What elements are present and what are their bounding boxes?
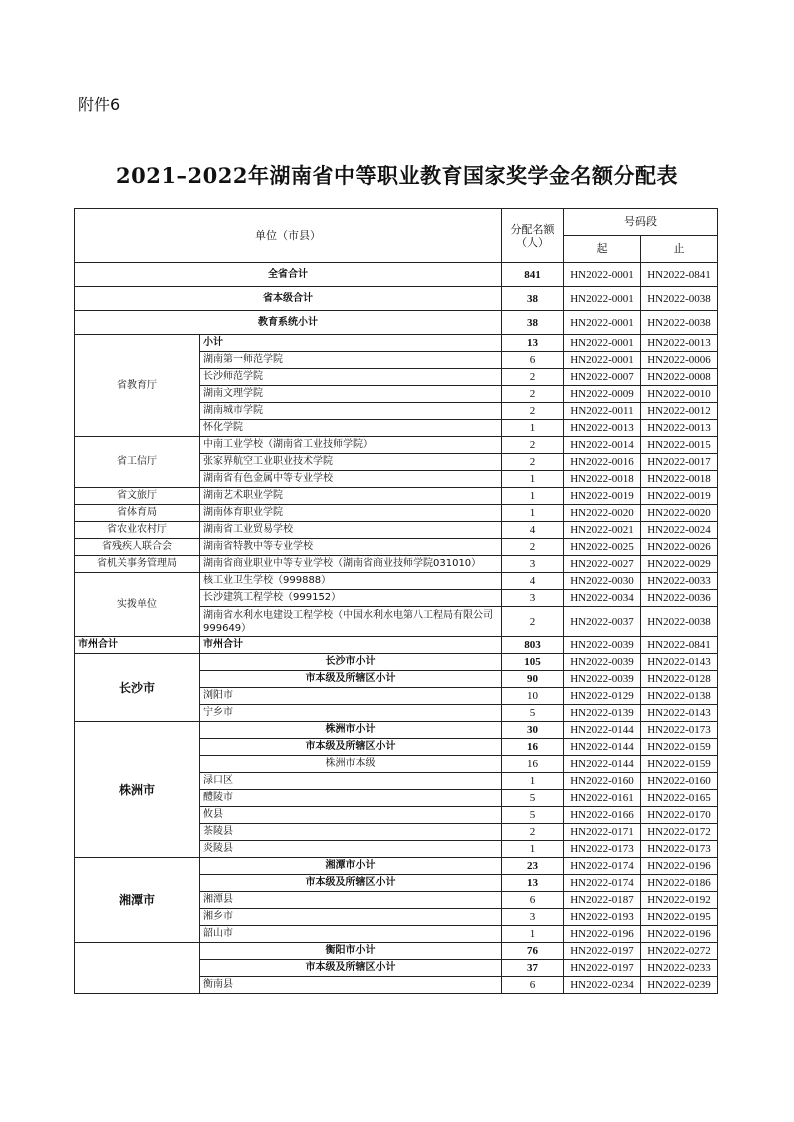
range-start-cell: HN2022-0009 <box>564 386 641 403</box>
range-end-cell: HN2022-0013 <box>641 335 718 352</box>
quota-cell: 2 <box>502 386 564 403</box>
city-total-left: 市州合计 <box>75 637 200 654</box>
range-start-cell: HN2022-0001 <box>564 263 641 287</box>
range-start-cell: HN2022-0196 <box>564 926 641 943</box>
county-name: 宁乡市 <box>200 705 502 722</box>
county-name: 市本级及所辖区小计 <box>200 875 502 892</box>
quota-cell: 803 <box>502 637 564 654</box>
range-end-cell: HN2022-0173 <box>641 722 718 739</box>
range-end-cell: HN2022-0128 <box>641 671 718 688</box>
county-name: 渌口区 <box>200 773 502 790</box>
school-name: 小计 <box>200 335 502 352</box>
range-start-cell: HN2022-0193 <box>564 909 641 926</box>
header-row <box>75 209 718 236</box>
county-name: 浏阳市 <box>200 688 502 705</box>
city-name <box>75 943 200 994</box>
range-start-cell: HN2022-0019 <box>564 488 641 505</box>
department-row <box>75 335 718 352</box>
range-start-cell: HN2022-0144 <box>564 739 641 756</box>
range-end-cell: HN2022-0160 <box>641 773 718 790</box>
school-name: 湖南文理学院 <box>200 386 502 403</box>
county-name: 市本级及所辖区小计 <box>200 739 502 756</box>
department-name: 省机关事务管理局 <box>75 556 200 573</box>
quota-cell: 6 <box>502 352 564 369</box>
quota-cell: 23 <box>502 858 564 875</box>
range-end-cell: HN2022-0038 <box>641 311 718 335</box>
document-title: 2021–2022年湖南省中等职业教育国家奖学金名额分配表 <box>116 163 678 188</box>
quota-cell: 76 <box>502 943 564 960</box>
school-name: 湖南艺术职业学院 <box>200 488 502 505</box>
quota-cell: 13 <box>502 875 564 892</box>
total-label: 全省合计 <box>75 263 502 287</box>
county-name: 株洲市小计 <box>200 722 502 739</box>
range-start-cell: HN2022-0173 <box>564 841 641 858</box>
school-name: 长沙师范学院 <box>200 369 502 386</box>
county-name: 市本级及所辖区小计 <box>200 671 502 688</box>
city-row <box>75 654 718 671</box>
county-name: 衡南县 <box>200 977 502 994</box>
department-row <box>75 488 718 505</box>
quota-cell: 90 <box>502 671 564 688</box>
range-end-cell: HN2022-0272 <box>641 943 718 960</box>
range-start-cell: HN2022-0018 <box>564 471 641 488</box>
total-row <box>75 287 718 311</box>
quota-cell: 2 <box>502 437 564 454</box>
department-row <box>75 522 718 539</box>
range-start-cell: HN2022-0020 <box>564 505 641 522</box>
quota-cell: 30 <box>502 722 564 739</box>
quota-cell: 1 <box>502 488 564 505</box>
range-start-cell: HN2022-0001 <box>564 287 641 311</box>
range-end-cell: HN2022-0239 <box>641 977 718 994</box>
range-end-cell: HN2022-0015 <box>641 437 718 454</box>
quota-cell: 3 <box>502 909 564 926</box>
range-end-cell: HN2022-0033 <box>641 573 718 590</box>
school-name: 湖南体育职业学院 <box>200 505 502 522</box>
range-start-cell: HN2022-0027 <box>564 556 641 573</box>
school-name: 湖南省有色金属中等专业学校 <box>200 471 502 488</box>
range-start-cell: HN2022-0174 <box>564 858 641 875</box>
range-end-cell: HN2022-0196 <box>641 858 718 875</box>
city-name: 长沙市 <box>75 654 200 722</box>
quota-cell: 4 <box>502 573 564 590</box>
header-start: 起 <box>564 236 641 263</box>
quota-cell: 38 <box>502 311 564 335</box>
range-end-cell: HN2022-0233 <box>641 960 718 977</box>
quota-cell: 1 <box>502 505 564 522</box>
department-row <box>75 505 718 522</box>
header-quota: 分配名额（人） <box>502 209 564 263</box>
range-end-cell: HN2022-0173 <box>641 841 718 858</box>
range-end-cell: HN2022-0195 <box>641 909 718 926</box>
quota-cell: 1 <box>502 773 564 790</box>
range-start-cell: HN2022-0001 <box>564 352 641 369</box>
range-start-cell: HN2022-0129 <box>564 688 641 705</box>
header-range: 号码段 <box>564 209 718 236</box>
department-name: 省残疾人联合会 <box>75 539 200 556</box>
quota-cell: 2 <box>502 454 564 471</box>
range-end-cell: HN2022-0038 <box>641 287 718 311</box>
school-name: 湖南省商业职业中等专业学校（湖南省商业技师学院031010） <box>200 556 502 573</box>
county-name: 衡阳市小计 <box>200 943 502 960</box>
range-start-cell: HN2022-0197 <box>564 960 641 977</box>
school-name: 长沙建筑工程学校（999152） <box>200 590 502 607</box>
range-start-cell: HN2022-0013 <box>564 420 641 437</box>
county-name: 湘乡市 <box>200 909 502 926</box>
city-row <box>75 858 718 875</box>
county-name: 炎陵县 <box>200 841 502 858</box>
range-start-cell: HN2022-0007 <box>564 369 641 386</box>
quota-cell: 841 <box>502 263 564 287</box>
city-total-row <box>75 637 718 654</box>
quota-cell: 3 <box>502 556 564 573</box>
county-name: 湘潭县 <box>200 892 502 909</box>
range-end-cell: HN2022-0029 <box>641 556 718 573</box>
range-start-cell: HN2022-0014 <box>564 437 641 454</box>
county-name: 攸县 <box>200 807 502 824</box>
county-name: 韶山市 <box>200 926 502 943</box>
county-name: 株洲市本级 <box>200 756 502 773</box>
department-row <box>75 539 718 556</box>
range-start-cell: HN2022-0187 <box>564 892 641 909</box>
range-end-cell: HN2022-0143 <box>641 705 718 722</box>
range-start-cell: HN2022-0139 <box>564 705 641 722</box>
range-end-cell: HN2022-0036 <box>641 590 718 607</box>
header-end: 止 <box>641 236 718 263</box>
county-name: 长沙市小计 <box>200 654 502 671</box>
quota-cell: 38 <box>502 287 564 311</box>
school-name: 湖南省水利水电建设工程学校（中国水利水电第八工程局有限公司999649） <box>200 607 502 637</box>
city-row <box>75 722 718 739</box>
range-start-cell: HN2022-0161 <box>564 790 641 807</box>
quota-cell: 105 <box>502 654 564 671</box>
range-start-cell: HN2022-0021 <box>564 522 641 539</box>
range-end-cell: HN2022-0020 <box>641 505 718 522</box>
department-name: 实拨单位 <box>75 573 200 637</box>
department-name: 省教育厅 <box>75 335 200 437</box>
range-end-cell: HN2022-0024 <box>641 522 718 539</box>
school-name: 张家界航空工业职业技术学院 <box>200 454 502 471</box>
department-name: 省文旅厅 <box>75 488 200 505</box>
quota-cell: 1 <box>502 841 564 858</box>
range-start-cell: HN2022-0234 <box>564 977 641 994</box>
school-name: 湖南省特教中等专业学校 <box>200 539 502 556</box>
quota-cell: 2 <box>502 539 564 556</box>
quota-cell: 1 <box>502 926 564 943</box>
range-end-cell: HN2022-0159 <box>641 739 718 756</box>
range-start-cell: HN2022-0030 <box>564 573 641 590</box>
total-row <box>75 311 718 335</box>
city-total-label: 市州合计 <box>200 637 502 654</box>
department-row <box>75 573 718 590</box>
department-name: 省农业农村厅 <box>75 522 200 539</box>
range-start-cell: HN2022-0034 <box>564 590 641 607</box>
total-row <box>75 263 718 287</box>
range-end-cell: HN2022-0841 <box>641 263 718 287</box>
county-name: 湘潭市小计 <box>200 858 502 875</box>
county-name: 市本级及所辖区小计 <box>200 960 502 977</box>
range-start-cell: HN2022-0197 <box>564 943 641 960</box>
range-end-cell: HN2022-0018 <box>641 471 718 488</box>
range-end-cell: HN2022-0008 <box>641 369 718 386</box>
city-row <box>75 943 718 960</box>
quota-cell: 2 <box>502 403 564 420</box>
quota-cell: 5 <box>502 705 564 722</box>
school-name: 核工业卫生学校（999888） <box>200 573 502 590</box>
range-start-cell: HN2022-0001 <box>564 335 641 352</box>
range-end-cell: HN2022-0013 <box>641 420 718 437</box>
quota-cell: 16 <box>502 739 564 756</box>
range-start-cell: HN2022-0039 <box>564 654 641 671</box>
quota-cell: 3 <box>502 590 564 607</box>
range-end-cell: HN2022-0186 <box>641 875 718 892</box>
range-start-cell: HN2022-0025 <box>564 539 641 556</box>
quota-cell: 37 <box>502 960 564 977</box>
range-start-cell: HN2022-0011 <box>564 403 641 420</box>
quota-cell: 5 <box>502 807 564 824</box>
range-end-cell: HN2022-0165 <box>641 790 718 807</box>
department-name: 省工信厅 <box>75 437 200 488</box>
county-name: 茶陵县 <box>200 824 502 841</box>
quota-cell: 4 <box>502 522 564 539</box>
range-start-cell: HN2022-0016 <box>564 454 641 471</box>
county-name: 醴陵市 <box>200 790 502 807</box>
quota-cell: 13 <box>502 335 564 352</box>
range-start-cell: HN2022-0144 <box>564 756 641 773</box>
range-start-cell: HN2022-0166 <box>564 807 641 824</box>
range-end-cell: HN2022-0017 <box>641 454 718 471</box>
range-start-cell: HN2022-0039 <box>564 637 641 654</box>
quota-cell: 16 <box>502 756 564 773</box>
total-label: 省本级合计 <box>75 287 502 311</box>
range-end-cell: HN2022-0026 <box>641 539 718 556</box>
range-end-cell: HN2022-0019 <box>641 488 718 505</box>
range-end-cell: HN2022-0170 <box>641 807 718 824</box>
quota-cell: 2 <box>502 607 564 637</box>
header-unit: 单位（市县） <box>75 209 502 263</box>
school-name: 中南工业学校（湖南省工业技师学院） <box>200 437 502 454</box>
quota-cell: 5 <box>502 790 564 807</box>
range-end-cell: HN2022-0143 <box>641 654 718 671</box>
range-start-cell: HN2022-0144 <box>564 722 641 739</box>
department-name: 省体育局 <box>75 505 200 522</box>
range-start-cell: HN2022-0174 <box>564 875 641 892</box>
quota-cell: 1 <box>502 420 564 437</box>
school-name: 怀化学院 <box>200 420 502 437</box>
quota-cell: 6 <box>502 977 564 994</box>
range-start-cell: HN2022-0039 <box>564 671 641 688</box>
department-row <box>75 556 718 573</box>
range-end-cell: HN2022-0172 <box>641 824 718 841</box>
range-start-cell: HN2022-0001 <box>564 311 641 335</box>
range-end-cell: HN2022-0138 <box>641 688 718 705</box>
range-end-cell: HN2022-0196 <box>641 926 718 943</box>
city-name: 湘潭市 <box>75 858 200 943</box>
school-name: 湖南第一师范学院 <box>200 352 502 369</box>
school-name: 湖南城市学院 <box>200 403 502 420</box>
quota-cell: 2 <box>502 824 564 841</box>
quota-cell: 2 <box>502 369 564 386</box>
school-name: 湖南省工业贸易学校 <box>200 522 502 539</box>
range-end-cell: HN2022-0012 <box>641 403 718 420</box>
range-end-cell: HN2022-0010 <box>641 386 718 403</box>
attachment-label: 附件6 <box>78 95 121 114</box>
quota-table <box>74 208 718 994</box>
quota-cell: 10 <box>502 688 564 705</box>
total-label: 教育系统小计 <box>75 311 502 335</box>
range-start-cell: HN2022-0160 <box>564 773 641 790</box>
range-end-cell: HN2022-0192 <box>641 892 718 909</box>
range-end-cell: HN2022-0841 <box>641 637 718 654</box>
quota-cell: 1 <box>502 471 564 488</box>
range-start-cell: HN2022-0037 <box>564 607 641 637</box>
range-end-cell: HN2022-0159 <box>641 756 718 773</box>
city-name: 株洲市 <box>75 722 200 858</box>
quota-cell: 6 <box>502 892 564 909</box>
range-end-cell: HN2022-0038 <box>641 607 718 637</box>
range-end-cell: HN2022-0006 <box>641 352 718 369</box>
department-row <box>75 437 718 454</box>
range-start-cell: HN2022-0171 <box>564 824 641 841</box>
